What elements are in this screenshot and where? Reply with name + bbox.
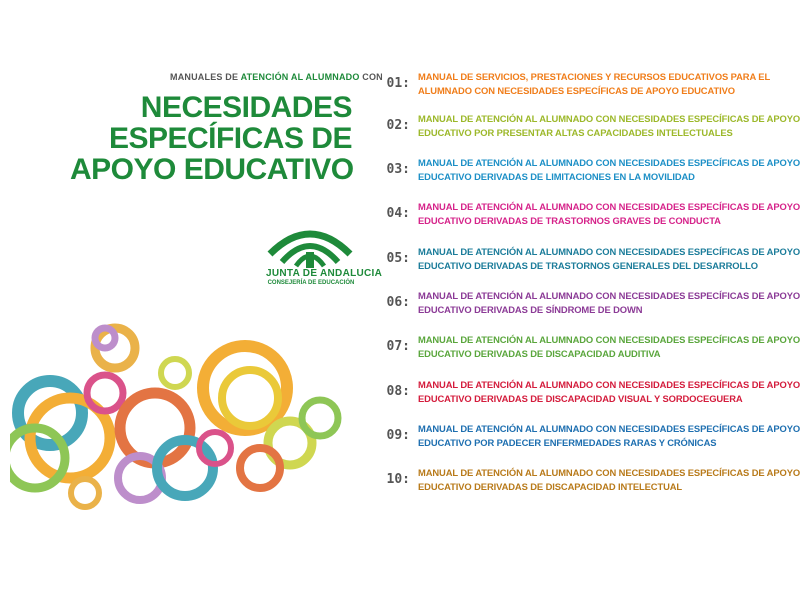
manual-title — [418, 70, 778, 98]
manual-title-line1: MANUAL DE ATENCIÓN AL ALUMNADO CON NECESIDADES ESPECÍFICAS DE APOYO — [418, 467, 800, 478]
manual-title-line2: EDUCATIVO DERIVADAS DE DISCAPACIDAD AUDITIVA — [418, 348, 661, 359]
manual-number: 09: — [386, 428, 410, 443]
logo-department: CONSEJERÍA DE EDUCACIÓN — [267, 280, 355, 286]
manual-title-line1: MANUAL DE ATENCIÓN AL ALUMNADO CON NECESIDADES ESPECÍFICAS DE APOYO — [418, 157, 800, 168]
manual-title-line2: EDUCATIVO DERIVADAS DE DISCAPACIDAD VISUAL Y SORDOCEGUERA — [418, 393, 743, 404]
manual-number: 08: — [386, 384, 410, 399]
manual-title-line1: MANUAL DE ATENCIÓN AL ALUMNADO CON NECESIDADES ESPECÍFICAS DE APOYO — [418, 423, 800, 434]
manual-item[interactable] — [380, 112, 800, 148]
manual-title — [418, 333, 800, 361]
manual-number: 06: — [386, 295, 410, 310]
manual-title-line2: EDUCATIVO DERIVADAS DE SÍNDROME DE DOWN — [418, 304, 643, 315]
manual-title-line1: MANUAL DE ATENCIÓN AL ALUMNADO CON NECESIDADES ESPECÍFICAS DE APOYO — [418, 246, 800, 257]
manual-title — [418, 466, 800, 494]
manual-item[interactable] — [380, 333, 800, 369]
manual-title — [418, 289, 800, 317]
manual-title-line2: EDUCATIVO DERIVADAS DE TRASTORNOS GENERALES DEL DESARROLLO — [418, 260, 758, 271]
manual-item[interactable] — [380, 245, 800, 281]
manual-title-line1: MANUAL DE ATENCIÓN AL ALUMNADO CON NECESIDADES ESPECÍFICAS DE APOYO — [418, 113, 800, 124]
title-line-1: NECESIDADES — [140, 91, 352, 124]
manual-title-line2: ALUMNADO CON NECESIDADES ESPECÍFICAS DE APOYO EDUCATIVO — [418, 85, 735, 96]
manual-title-line2: EDUCATIVO DERIVADAS DE DISCAPACIDAD INTELECTUAL — [418, 481, 683, 492]
manual-item[interactable] — [380, 156, 800, 192]
manual-title-line2: EDUCATIVO POR PRESENTAR ALTAS CAPACIDADES INTELECTUALES — [418, 127, 733, 138]
manual-item[interactable] — [380, 200, 800, 236]
manual-title-line2: EDUCATIVO DERIVADAS DE LIMITACIONES EN LA MOVILIDAD — [418, 171, 695, 182]
manual-title-line1: MANUAL DE ATENCIÓN AL ALUMNADO CON NECESIDADES ESPECÍFICAS DE APOYO — [418, 290, 800, 301]
manual-number: 01: — [386, 76, 410, 91]
manual-title — [418, 156, 800, 184]
colorful-rings-illustration-icon — [10, 318, 360, 518]
title-line-2: ESPECÍFICAS DE — [108, 122, 352, 155]
series-subtitle — [170, 72, 383, 82]
main-title — [70, 92, 352, 185]
manual-item[interactable] — [380, 466, 800, 502]
manual-number: 10: — [386, 472, 410, 487]
series-highlight: ATENCIÓN AL ALUMNADO — [240, 72, 360, 82]
manual-title — [418, 378, 800, 406]
manual-title — [418, 422, 800, 450]
manual-number: 04: — [386, 206, 410, 221]
manual-item[interactable] — [380, 422, 800, 458]
manual-number: 02: — [386, 118, 410, 133]
manual-item[interactable] — [380, 70, 780, 106]
series-suffix: CON — [359, 72, 383, 82]
manual-item[interactable] — [380, 378, 800, 414]
manual-title — [418, 245, 800, 273]
manual-title-line1: MANUAL DE ATENCIÓN AL ALUMNADO CON NECESIDADES ESPECÍFICAS DE APOYO — [418, 334, 800, 345]
logo-name: JUNTA DE ANDALUCIA — [266, 268, 383, 279]
manual-title-line2: EDUCATIVO POR PADECER ENFERMEDADES RARAS Y CRÓNICAS — [418, 437, 717, 448]
manual-item[interactable] — [380, 289, 800, 325]
manual-title-line1: MANUAL DE SERVICIOS, PRESTACIONES Y RECURSOS EDUCATIVOS PARA EL — [418, 71, 771, 82]
manual-number: 07: — [386, 339, 410, 354]
manual-title — [418, 200, 800, 228]
manual-title-line1: MANUAL DE ATENCIÓN AL ALUMNADO CON NECESIDADES ESPECÍFICAS DE APOYO — [418, 379, 800, 390]
manual-number: 03: — [386, 162, 410, 177]
manual-title — [418, 112, 800, 140]
series-prefix: MANUALES DE — [170, 72, 241, 82]
manual-title-line2: EDUCATIVO DERIVADAS DE TRASTORNOS GRAVES DE CONDUCTA — [418, 215, 721, 226]
title-line-3: APOYO EDUCATIVO — [70, 153, 354, 186]
manual-number: 05: — [386, 251, 410, 266]
manual-title-line1: MANUAL DE ATENCIÓN AL ALUMNADO CON NECESIDADES ESPECÍFICAS DE APOYO — [418, 201, 800, 212]
